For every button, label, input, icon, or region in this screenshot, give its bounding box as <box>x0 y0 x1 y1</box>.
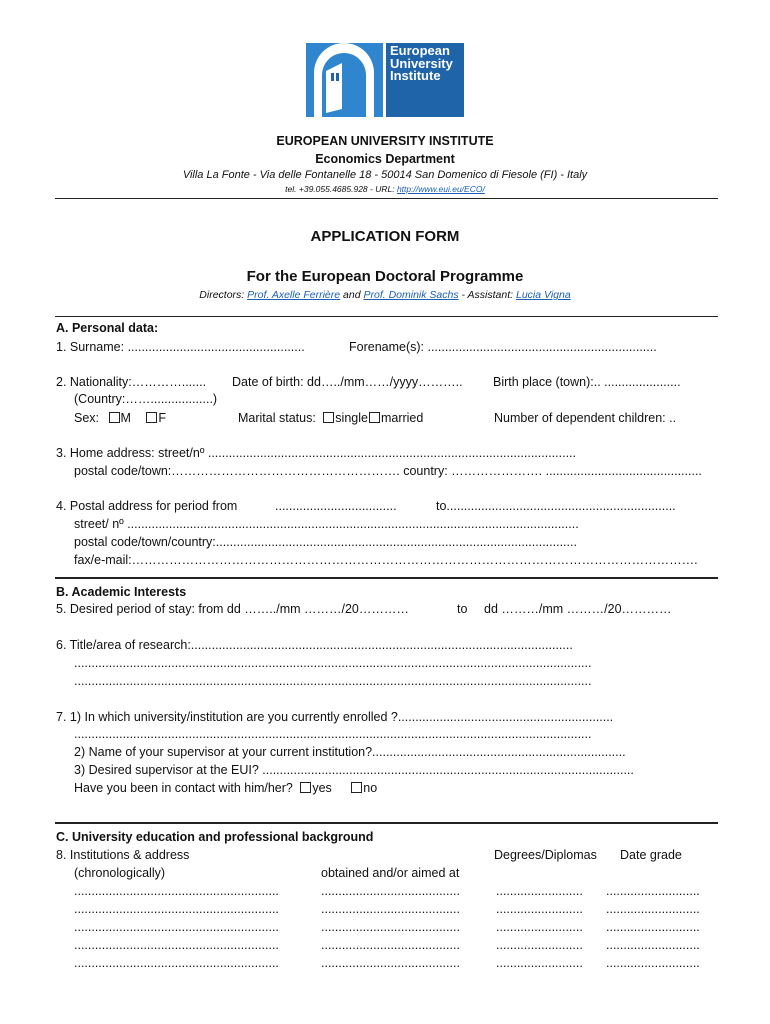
programme-title: For the European Doctoral Programme <box>246 268 524 285</box>
director-link-ferriere[interactable]: Prof. Axelle Ferrière <box>247 289 341 301</box>
contact-yes-checkbox[interactable] <box>300 782 311 793</box>
stay-from-field[interactable]: 5. Desired period of stay: from dd ……../mm ………/20………… <box>56 602 409 616</box>
education-row-1-institution[interactable]: ........................................................... <box>74 884 279 898</box>
current-institution-field[interactable]: 7. 1) In which university/institution are you currently enrolled ?.............................................................. <box>56 710 614 724</box>
directors-line <box>0 289 770 301</box>
education-row-5-date[interactable]: ........................... <box>606 956 700 970</box>
contact-row <box>74 781 377 795</box>
education-row-2-obtained[interactable]: ........................................ <box>321 902 460 916</box>
marital-single-label: single <box>335 411 368 425</box>
section-a-heading: A. Personal data: <box>56 321 159 335</box>
home-address-field[interactable]: 3. Home address: street/nº .......................................................................................................... <box>56 446 576 460</box>
logo-line-3: Institute <box>390 68 441 83</box>
education-row-3-degree[interactable]: ......................... <box>496 920 583 934</box>
surname-field[interactable]: 1. Surname: ................................................... <box>56 340 305 354</box>
postal-to-field[interactable]: to.................................................................. <box>436 499 676 513</box>
department-name: Economics Department <box>315 152 455 166</box>
postal-street-field[interactable]: street/ nº .................................................................................................................................. <box>74 517 579 531</box>
date-grade-header: Date grade <box>620 848 682 862</box>
sex-m-label: M <box>120 411 131 425</box>
degrees-header: Degrees/Diplomas <box>494 848 597 862</box>
postal-code-country-field[interactable]: postal code/town/country:........................................................................................................ <box>74 535 577 549</box>
contact-question: Have you been in contact with him/her? <box>74 781 293 795</box>
director-link-sachs[interactable]: Prof. Dominik Sachs <box>363 289 459 301</box>
institutions-header: 8. Institutions & address <box>56 848 190 862</box>
marital-row <box>238 411 423 425</box>
contact-no-checkbox[interactable] <box>351 782 362 793</box>
forename-field[interactable]: Forename(s): .................................................................. <box>349 340 657 354</box>
title-rule <box>55 316 718 317</box>
marital-single-checkbox[interactable] <box>323 412 334 423</box>
desired-supervisor-field[interactable]: 3) Desired supervisor at the EUI? ........................................................................................................... <box>74 763 634 777</box>
contact-no-label: no <box>363 781 378 795</box>
assistant-prefix: - Assistant: <box>458 289 516 301</box>
research-title-field[interactable]: 6. Title/area of research:.............................................................................................................. <box>56 638 573 652</box>
research-line-2[interactable]: ..................................................................................................................................................... <box>74 656 592 670</box>
stay-until-field[interactable]: dd ………/mm ………/20………… <box>484 602 672 616</box>
sex-m-checkbox[interactable] <box>109 412 120 423</box>
sex-label: Sex: <box>74 411 100 425</box>
education-row-2-date[interactable]: ........................... <box>606 902 700 916</box>
address-line: Villa La Fonte - Via delle Fontanelle 18 - 50014 San Domenico di Fiesole (FI) - Italy <box>182 169 588 181</box>
marital-label: Marital status: <box>238 411 316 425</box>
contact-prefix: tel. +39.055.4685.928 - URL: <box>285 184 397 194</box>
and-text: and <box>340 289 364 301</box>
education-row-5-institution[interactable]: ........................................................... <box>74 956 279 970</box>
fax-email-field[interactable]: fax/e-mail:………………………………………………………………………………………………………………………. <box>74 553 698 567</box>
education-row-1-date[interactable]: ........................... <box>606 884 700 898</box>
country-field[interactable]: (Country:……..................) <box>74 392 218 406</box>
contact-yes-label: yes <box>312 781 332 795</box>
sex-f-label: F <box>158 411 167 425</box>
section-c-heading: C. University education and professional background <box>56 830 374 844</box>
chronologically-label: (chronologically) <box>74 866 166 880</box>
education-row-1-obtained[interactable]: ........................................ <box>321 884 460 898</box>
education-row-2-degree[interactable]: ......................... <box>496 902 583 916</box>
education-row-1-degree[interactable]: ......................... <box>496 884 583 898</box>
education-row-2-institution[interactable]: ........................................................... <box>74 902 279 916</box>
section-a-rule <box>55 577 718 579</box>
logo-line-2: University <box>390 55 453 71</box>
institute-name: EUROPEAN UNIVERSITY INSTITUTE <box>276 134 494 148</box>
birthplace-field[interactable]: Birth place (town):.. ...................... <box>493 375 681 389</box>
header-rule <box>55 198 718 199</box>
education-row-4-date[interactable]: ........................... <box>606 938 700 952</box>
form-title: APPLICATION FORM <box>310 228 460 245</box>
website-link[interactable]: http://www.eui.eu/ECO/ <box>396 184 485 194</box>
contact-line <box>0 184 770 194</box>
section-b-rule <box>55 822 718 824</box>
stay-to-label: to <box>457 602 468 616</box>
date-of-birth-field[interactable]: Date of birth: dd…../mm……/yyyy……….. <box>232 375 463 389</box>
nationality-field[interactable]: 2. Nationality:…………....... <box>56 375 207 389</box>
education-row-5-degree[interactable]: ......................... <box>496 956 583 970</box>
education-row-3-obtained[interactable]: ........................................ <box>321 920 460 934</box>
sex-f-checkbox[interactable] <box>146 412 157 423</box>
education-row-4-degree[interactable]: ......................... <box>496 938 583 952</box>
home-postal-field[interactable]: postal code/town:………………………………………………. country: …………………. ............................................. <box>74 464 702 478</box>
sex-row <box>74 411 166 425</box>
education-row-4-obtained[interactable]: ........................................ <box>321 938 460 952</box>
postal-address-label: 4. Postal address for period from <box>56 499 238 513</box>
education-row-3-date[interactable]: ........................... <box>606 920 700 934</box>
section-b-heading: B. Academic Interests <box>56 585 187 599</box>
directors-prefix: Directors: <box>199 289 248 301</box>
marital-married-checkbox[interactable] <box>369 412 380 423</box>
education-row-3-institution[interactable]: ........................................................... <box>74 920 279 934</box>
current-institution-line-2[interactable]: ..................................................................................................................................................... <box>74 727 592 741</box>
education-row-4-institution[interactable]: ........................................................... <box>74 938 279 952</box>
assistant-link-vigna[interactable]: Lucia Vigna <box>516 289 571 301</box>
logo-line-1: European <box>390 43 450 58</box>
dependent-children-field[interactable]: Number of dependent children: .. <box>494 411 677 425</box>
postal-from-field[interactable]: ................................... <box>275 499 397 513</box>
obtained-header: obtained and/or aimed at <box>321 866 460 880</box>
research-line-3[interactable]: ..................................................................................................................................................... <box>74 674 592 688</box>
marital-married-label: married <box>380 411 424 425</box>
current-supervisor-field[interactable]: 2) Name of your supervisor at your current institution?......................................................................... <box>74 745 626 759</box>
education-row-5-obtained[interactable]: ........................................ <box>321 956 460 970</box>
